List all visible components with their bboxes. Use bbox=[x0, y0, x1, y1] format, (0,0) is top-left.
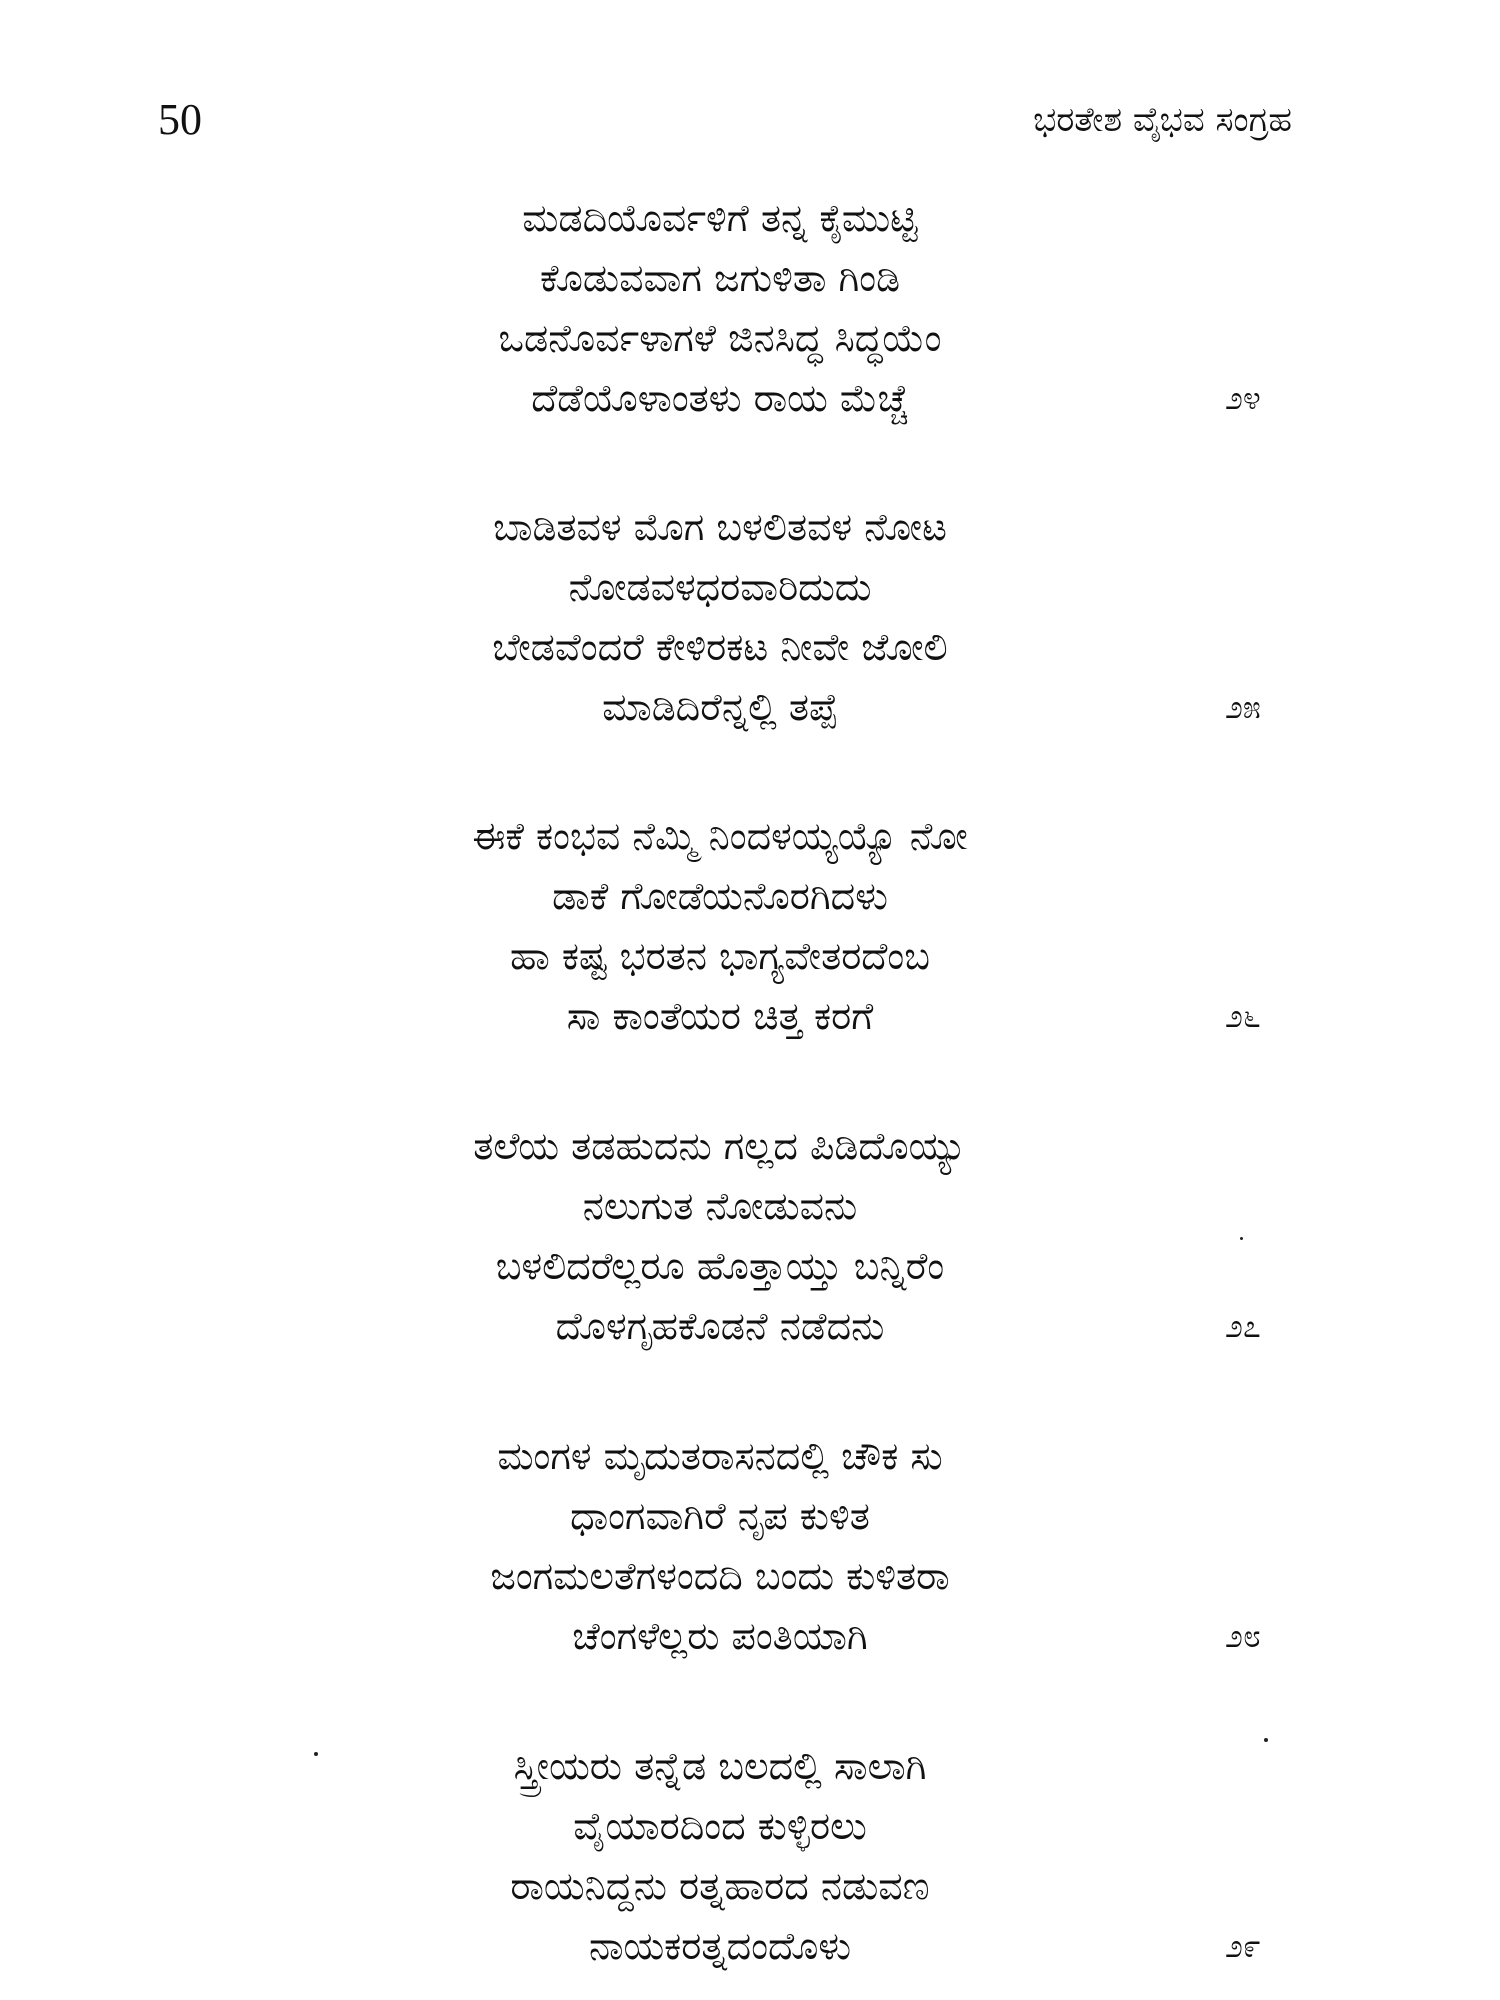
verse-line: ಚೆಂಗಳೆಲ್ಲರು ಪಂತಿಯಾಗಿ bbox=[572, 1614, 868, 1658]
verse-number: ೨೬ bbox=[1225, 997, 1261, 1035]
verse-line: ನೋಡವಳಧರವಾರಿದುದು bbox=[568, 565, 872, 609]
verse-line: ತಲೆಯ ತಡಹುದನು ಗಲ್ಲದ ಪಿಡಿದೊಯ್ಯು bbox=[473, 1124, 967, 1168]
verse-number: ೨೫ bbox=[1225, 688, 1261, 726]
verse-line: ನಲುಗುತ ನೋಡುವನು bbox=[582, 1184, 858, 1228]
verse-line: ವೈಯಾರದಿಂದ ಕುಳ್ಳಿರಲು bbox=[573, 1804, 867, 1848]
verse-line: ಡಾಕೆ ಗೋಡೆಯನೊರಗಿದಳು bbox=[552, 874, 888, 918]
verse-line: ಬಳಲಿದರೆಲ್ಲರೂ ಹೊತ್ತಾಯ್ತು ಬನ್ನಿರೆಂ bbox=[495, 1244, 945, 1288]
verse-line: ಮಾಡಿದಿರೆನ್ನಲ್ಲಿ ತಪ್ಪೆ bbox=[602, 685, 838, 729]
verse-line: ಸ್ತ್ರೀಯರು ತನ್ನೆಡ ಬಲದಲ್ಲಿ ಸಾಲಾಗಿ bbox=[513, 1744, 927, 1788]
page-number: 50 bbox=[158, 95, 202, 144]
verse-line: ಬಾಡಿತವಳ ಮೊಗ ಬಳಲಿತವಳ ನೋಟ bbox=[493, 505, 947, 549]
verse-line: ಒಡನೊರ್ವಳಾಗಳೆ ಜಿನಸಿದ್ಧ ಸಿದ್ಧಯೆಂ bbox=[498, 316, 942, 360]
running-title: ಭರತೇಶ ವೈಭವ ಸಂಗ್ರಹ bbox=[1033, 100, 1292, 140]
verse-number: ೨೭ bbox=[1225, 1307, 1261, 1345]
verse-line: ಕೊಡುವವಾಗ ಜಗುಳಿತಾ ಗಿಂಡಿ bbox=[539, 256, 901, 300]
verse-line: ದೆಡೆಯೊಳಾಂತಳು ರಾಯ ಮೆಚ್ಚೆ bbox=[531, 376, 909, 420]
verse-line: ಹಾ ಕಷ್ಟ ಭರತನ ಭಾಗ್ಯವೇತರದೆಂಬ bbox=[510, 934, 930, 978]
verse-line: ರಾಯನಿದ್ದನು ರತ್ನಹಾರದ ನಡುವಣ bbox=[510, 1864, 930, 1908]
verse-number: ೨೯ bbox=[1225, 1927, 1261, 1965]
verse-line: ಬೇಡವೆಂದರೆ ಕೇಳಿರಕಟ ನೀವೇ ಜೋಲಿ bbox=[492, 625, 948, 669]
verse-line: ಈಕೆ ಕಂಭವ ನೆಮ್ಮಿ ನಿಂದಳಯ್ಯಯ್ಯೊ ನೋ bbox=[472, 814, 968, 858]
verse-line: ಜಂಗಮಲತೆಗಳಂದದಿ ಬಂದು ಕುಳಿತರಾ bbox=[490, 1554, 950, 1598]
verse-line: ಧಾಂಗವಾಗಿರೆ ನೃಪ ಕುಳಿತ bbox=[570, 1494, 870, 1538]
verse-line: ಮಂಗಳ ಮೃದುತರಾಸನದಲ್ಲಿ ಚೌಕ ಸು bbox=[497, 1434, 943, 1478]
verse-line: ದೊಳಗೃಹಕೊಡನೆ ನಡೆದನು bbox=[555, 1304, 885, 1348]
verse-line: ನಾಯಕರತ್ನದಂದೊಳು bbox=[588, 1924, 852, 1968]
scan-speck bbox=[1264, 1738, 1268, 1742]
verse-number: ೨೪ bbox=[1225, 379, 1261, 417]
verse-number: ೨೮ bbox=[1225, 1617, 1261, 1655]
scan-speck bbox=[314, 1752, 318, 1756]
verse-line: ಸಾ ಕಾಂತೆಯರ ಚಿತ್ತ ಕರಗೆ bbox=[566, 994, 874, 1038]
scan-speck bbox=[1240, 1237, 1243, 1240]
verse-line: ಮಡದಿಯೊರ್ವಳಿಗೆ ತನ್ನ ಕೈಮುಟ್ಟಿ bbox=[522, 196, 918, 240]
